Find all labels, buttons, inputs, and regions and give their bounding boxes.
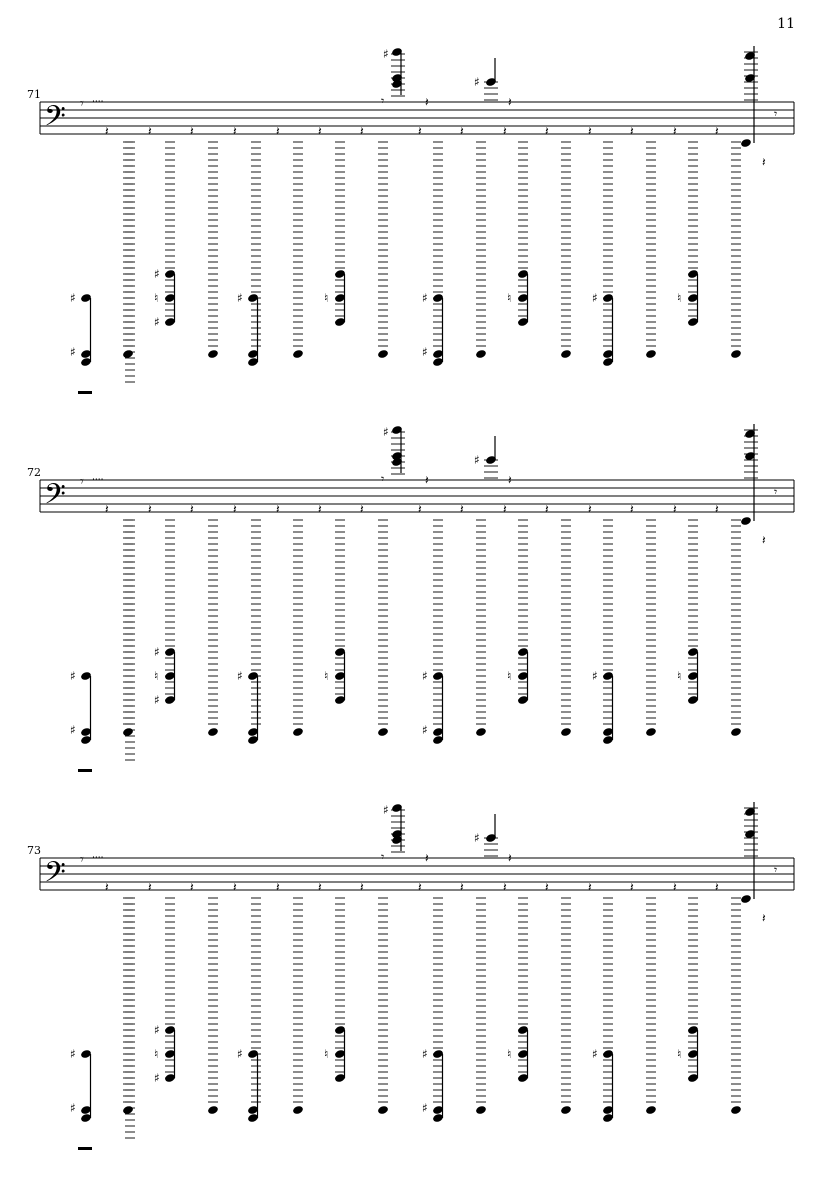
staff-system-3 xyxy=(40,802,794,1150)
notehead xyxy=(730,727,742,737)
quarter-rest-icon: 𝄽 xyxy=(503,880,507,894)
notehead xyxy=(292,349,304,359)
notehead xyxy=(377,1105,389,1115)
notehead xyxy=(560,349,572,359)
sharp-icon: ♯ xyxy=(422,1101,428,1115)
sharp-icon: ♯ xyxy=(422,345,428,359)
natural-icon: ♮ xyxy=(677,669,682,683)
quarter-rest-icon: 𝄽 xyxy=(715,502,719,516)
measure-number: 72 xyxy=(27,466,41,479)
natural-icon: ♮ xyxy=(324,1047,329,1061)
notehead xyxy=(740,516,752,526)
sharp-icon: ♯ xyxy=(154,1023,160,1037)
quarter-rest-icon: 𝄽 xyxy=(276,124,280,138)
quarter-rest-icon: 𝄽 xyxy=(503,124,507,138)
quarter-rest-icon: 𝄽 xyxy=(276,880,280,894)
quarter-rest-icon: 𝄽 xyxy=(460,124,464,138)
sharp-icon: ♯ xyxy=(592,1047,598,1061)
natural-icon: ♮ xyxy=(154,669,159,683)
notehead xyxy=(207,1105,219,1115)
whole-rest-icon xyxy=(78,1147,92,1150)
notehead xyxy=(377,349,389,359)
eighth-rest-icon: 𝄾 xyxy=(774,485,778,499)
quarter-rest-icon: 𝄽 xyxy=(190,880,194,894)
staff-system-1 xyxy=(40,46,794,394)
quarter-rest-icon: 𝄽 xyxy=(630,880,634,894)
quarter-rest-icon: 𝄽 xyxy=(418,880,422,894)
natural-icon: ♮ xyxy=(507,669,512,683)
rest-dots: ···· xyxy=(92,97,104,107)
quarter-rest-icon: 𝄽 xyxy=(425,473,429,487)
eighth-rest-icon: 𝄾 xyxy=(381,94,385,108)
quarter-rest-icon: 𝄽 xyxy=(105,880,109,894)
sharp-icon: ♯ xyxy=(237,1047,243,1061)
quarter-rest-icon: 𝄽 xyxy=(360,124,364,138)
quarter-rest-icon: 𝄽 xyxy=(673,502,677,516)
bass-clef-icon: 𝄢 xyxy=(44,856,66,896)
natural-icon: ♮ xyxy=(677,1047,682,1061)
sharp-icon: ♯ xyxy=(592,669,598,683)
notehead xyxy=(475,727,487,737)
natural-icon: ♮ xyxy=(677,291,682,305)
quarter-rest-icon: 𝄽 xyxy=(190,124,194,138)
quarter-rest-icon: 𝄽 xyxy=(673,880,677,894)
sharp-icon: ♯ xyxy=(237,669,243,683)
sharp-icon: ♯ xyxy=(154,1071,160,1085)
quarter-rest-icon: 𝄽 xyxy=(673,124,677,138)
notehead xyxy=(730,349,742,359)
quarter-rest-icon: 𝄽 xyxy=(360,502,364,516)
sharp-icon: ♯ xyxy=(70,723,76,737)
sharp-icon: ♯ xyxy=(422,1047,428,1061)
natural-icon: ♮ xyxy=(324,291,329,305)
notehead xyxy=(645,727,657,737)
quarter-rest-icon: 𝄽 xyxy=(425,851,429,865)
quarter-rest-icon: 𝄽 xyxy=(508,473,512,487)
sharp-icon: ♯ xyxy=(383,47,389,61)
sharp-icon: ♯ xyxy=(383,425,389,439)
sharp-icon: ♯ xyxy=(237,291,243,305)
sharp-icon: ♯ xyxy=(383,803,389,817)
quarter-rest-icon: 𝄽 xyxy=(425,95,429,109)
natural-icon: ♮ xyxy=(154,1047,159,1061)
quarter-rest-icon: 𝄽 xyxy=(545,880,549,894)
quarter-rest-icon: 𝄽 xyxy=(762,155,766,169)
quarter-rest-icon: 𝄽 xyxy=(318,880,322,894)
notehead xyxy=(292,727,304,737)
quarter-rest-icon: 𝄽 xyxy=(148,124,152,138)
quarter-rest-icon: 𝄽 xyxy=(105,124,109,138)
page-number: 11 xyxy=(777,16,795,32)
whole-rest-icon xyxy=(78,391,92,394)
sharp-icon: ♯ xyxy=(474,831,480,845)
sharp-icon: ♯ xyxy=(154,645,160,659)
quarter-rest-icon: 𝄽 xyxy=(460,880,464,894)
quarter-rest-icon: 𝄽 xyxy=(715,124,719,138)
bass-clef-icon: 𝄢 xyxy=(44,100,66,140)
quarter-rest-icon: 𝄽 xyxy=(276,502,280,516)
measure-number: 73 xyxy=(27,844,41,857)
natural-icon: ♮ xyxy=(507,291,512,305)
measure-number: 71 xyxy=(27,88,41,101)
quarter-rest-icon: 𝄽 xyxy=(508,851,512,865)
quarter-rest-icon: 𝄽 xyxy=(545,124,549,138)
notehead xyxy=(740,138,752,148)
sharp-icon: ♯ xyxy=(474,75,480,89)
sharp-icon: ♯ xyxy=(422,723,428,737)
sharp-icon: ♯ xyxy=(154,315,160,329)
quarter-rest-icon: 𝄽 xyxy=(360,880,364,894)
quarter-rest-icon: 𝄽 xyxy=(148,502,152,516)
sharp-icon: ♯ xyxy=(592,291,598,305)
quarter-rest-icon: 𝄽 xyxy=(630,124,634,138)
sharp-icon: ♯ xyxy=(70,1047,76,1061)
quarter-rest-icon: 𝄽 xyxy=(503,502,507,516)
notehead xyxy=(560,1105,572,1115)
notehead xyxy=(645,349,657,359)
quarter-rest-icon: 𝄽 xyxy=(105,502,109,516)
eighth-rest-icon: 𝄾 xyxy=(774,863,778,877)
notehead xyxy=(645,1105,657,1115)
notehead xyxy=(740,894,752,904)
quarter-rest-icon: 𝄽 xyxy=(318,502,322,516)
eighth-rest-icon: 𝄾 xyxy=(80,852,84,868)
quarter-rest-icon: 𝄽 xyxy=(508,95,512,109)
quarter-rest-icon: 𝄽 xyxy=(190,502,194,516)
sharp-icon: ♯ xyxy=(154,267,160,281)
quarter-rest-icon: 𝄽 xyxy=(630,502,634,516)
sharp-icon: ♯ xyxy=(474,453,480,467)
bass-clef-icon: 𝄢 xyxy=(44,478,66,518)
quarter-rest-icon: 𝄽 xyxy=(233,502,237,516)
sharp-icon: ♯ xyxy=(70,1101,76,1115)
sharp-icon: ♯ xyxy=(422,291,428,305)
rest-dots: ···· xyxy=(92,475,104,485)
quarter-rest-icon: 𝄽 xyxy=(318,124,322,138)
notehead xyxy=(730,1105,742,1115)
eighth-rest-icon: 𝄾 xyxy=(774,107,778,121)
eighth-rest-icon: 𝄾 xyxy=(381,850,385,864)
staff-system-2 xyxy=(40,424,794,772)
quarter-rest-icon: 𝄽 xyxy=(715,880,719,894)
natural-icon: ♮ xyxy=(324,669,329,683)
quarter-rest-icon: 𝄽 xyxy=(588,124,592,138)
rest-dots: ···· xyxy=(92,853,104,863)
quarter-rest-icon: 𝄽 xyxy=(460,502,464,516)
notehead xyxy=(207,349,219,359)
quarter-rest-icon: 𝄽 xyxy=(588,502,592,516)
notehead xyxy=(475,1105,487,1115)
quarter-rest-icon: 𝄽 xyxy=(418,502,422,516)
notehead xyxy=(560,727,572,737)
notehead xyxy=(475,349,487,359)
sharp-icon: ♯ xyxy=(70,291,76,305)
notehead xyxy=(207,727,219,737)
natural-icon: ♮ xyxy=(507,1047,512,1061)
eighth-rest-icon: 𝄾 xyxy=(381,472,385,486)
sharp-icon: ♯ xyxy=(70,345,76,359)
quarter-rest-icon: 𝄽 xyxy=(762,911,766,925)
notehead xyxy=(292,1105,304,1115)
sharp-icon: ♯ xyxy=(154,693,160,707)
quarter-rest-icon: 𝄽 xyxy=(588,880,592,894)
quarter-rest-icon: 𝄽 xyxy=(148,880,152,894)
eighth-rest-icon: 𝄾 xyxy=(80,96,84,112)
sharp-icon: ♯ xyxy=(70,669,76,683)
quarter-rest-icon: 𝄽 xyxy=(233,124,237,138)
notehead xyxy=(377,727,389,737)
natural-icon: ♮ xyxy=(154,291,159,305)
quarter-rest-icon: 𝄽 xyxy=(418,124,422,138)
whole-rest-icon xyxy=(78,769,92,772)
eighth-rest-icon: 𝄾 xyxy=(80,474,84,490)
quarter-rest-icon: 𝄽 xyxy=(762,533,766,547)
quarter-rest-icon: 𝄽 xyxy=(233,880,237,894)
sharp-icon: ♯ xyxy=(422,669,428,683)
quarter-rest-icon: 𝄽 xyxy=(545,502,549,516)
